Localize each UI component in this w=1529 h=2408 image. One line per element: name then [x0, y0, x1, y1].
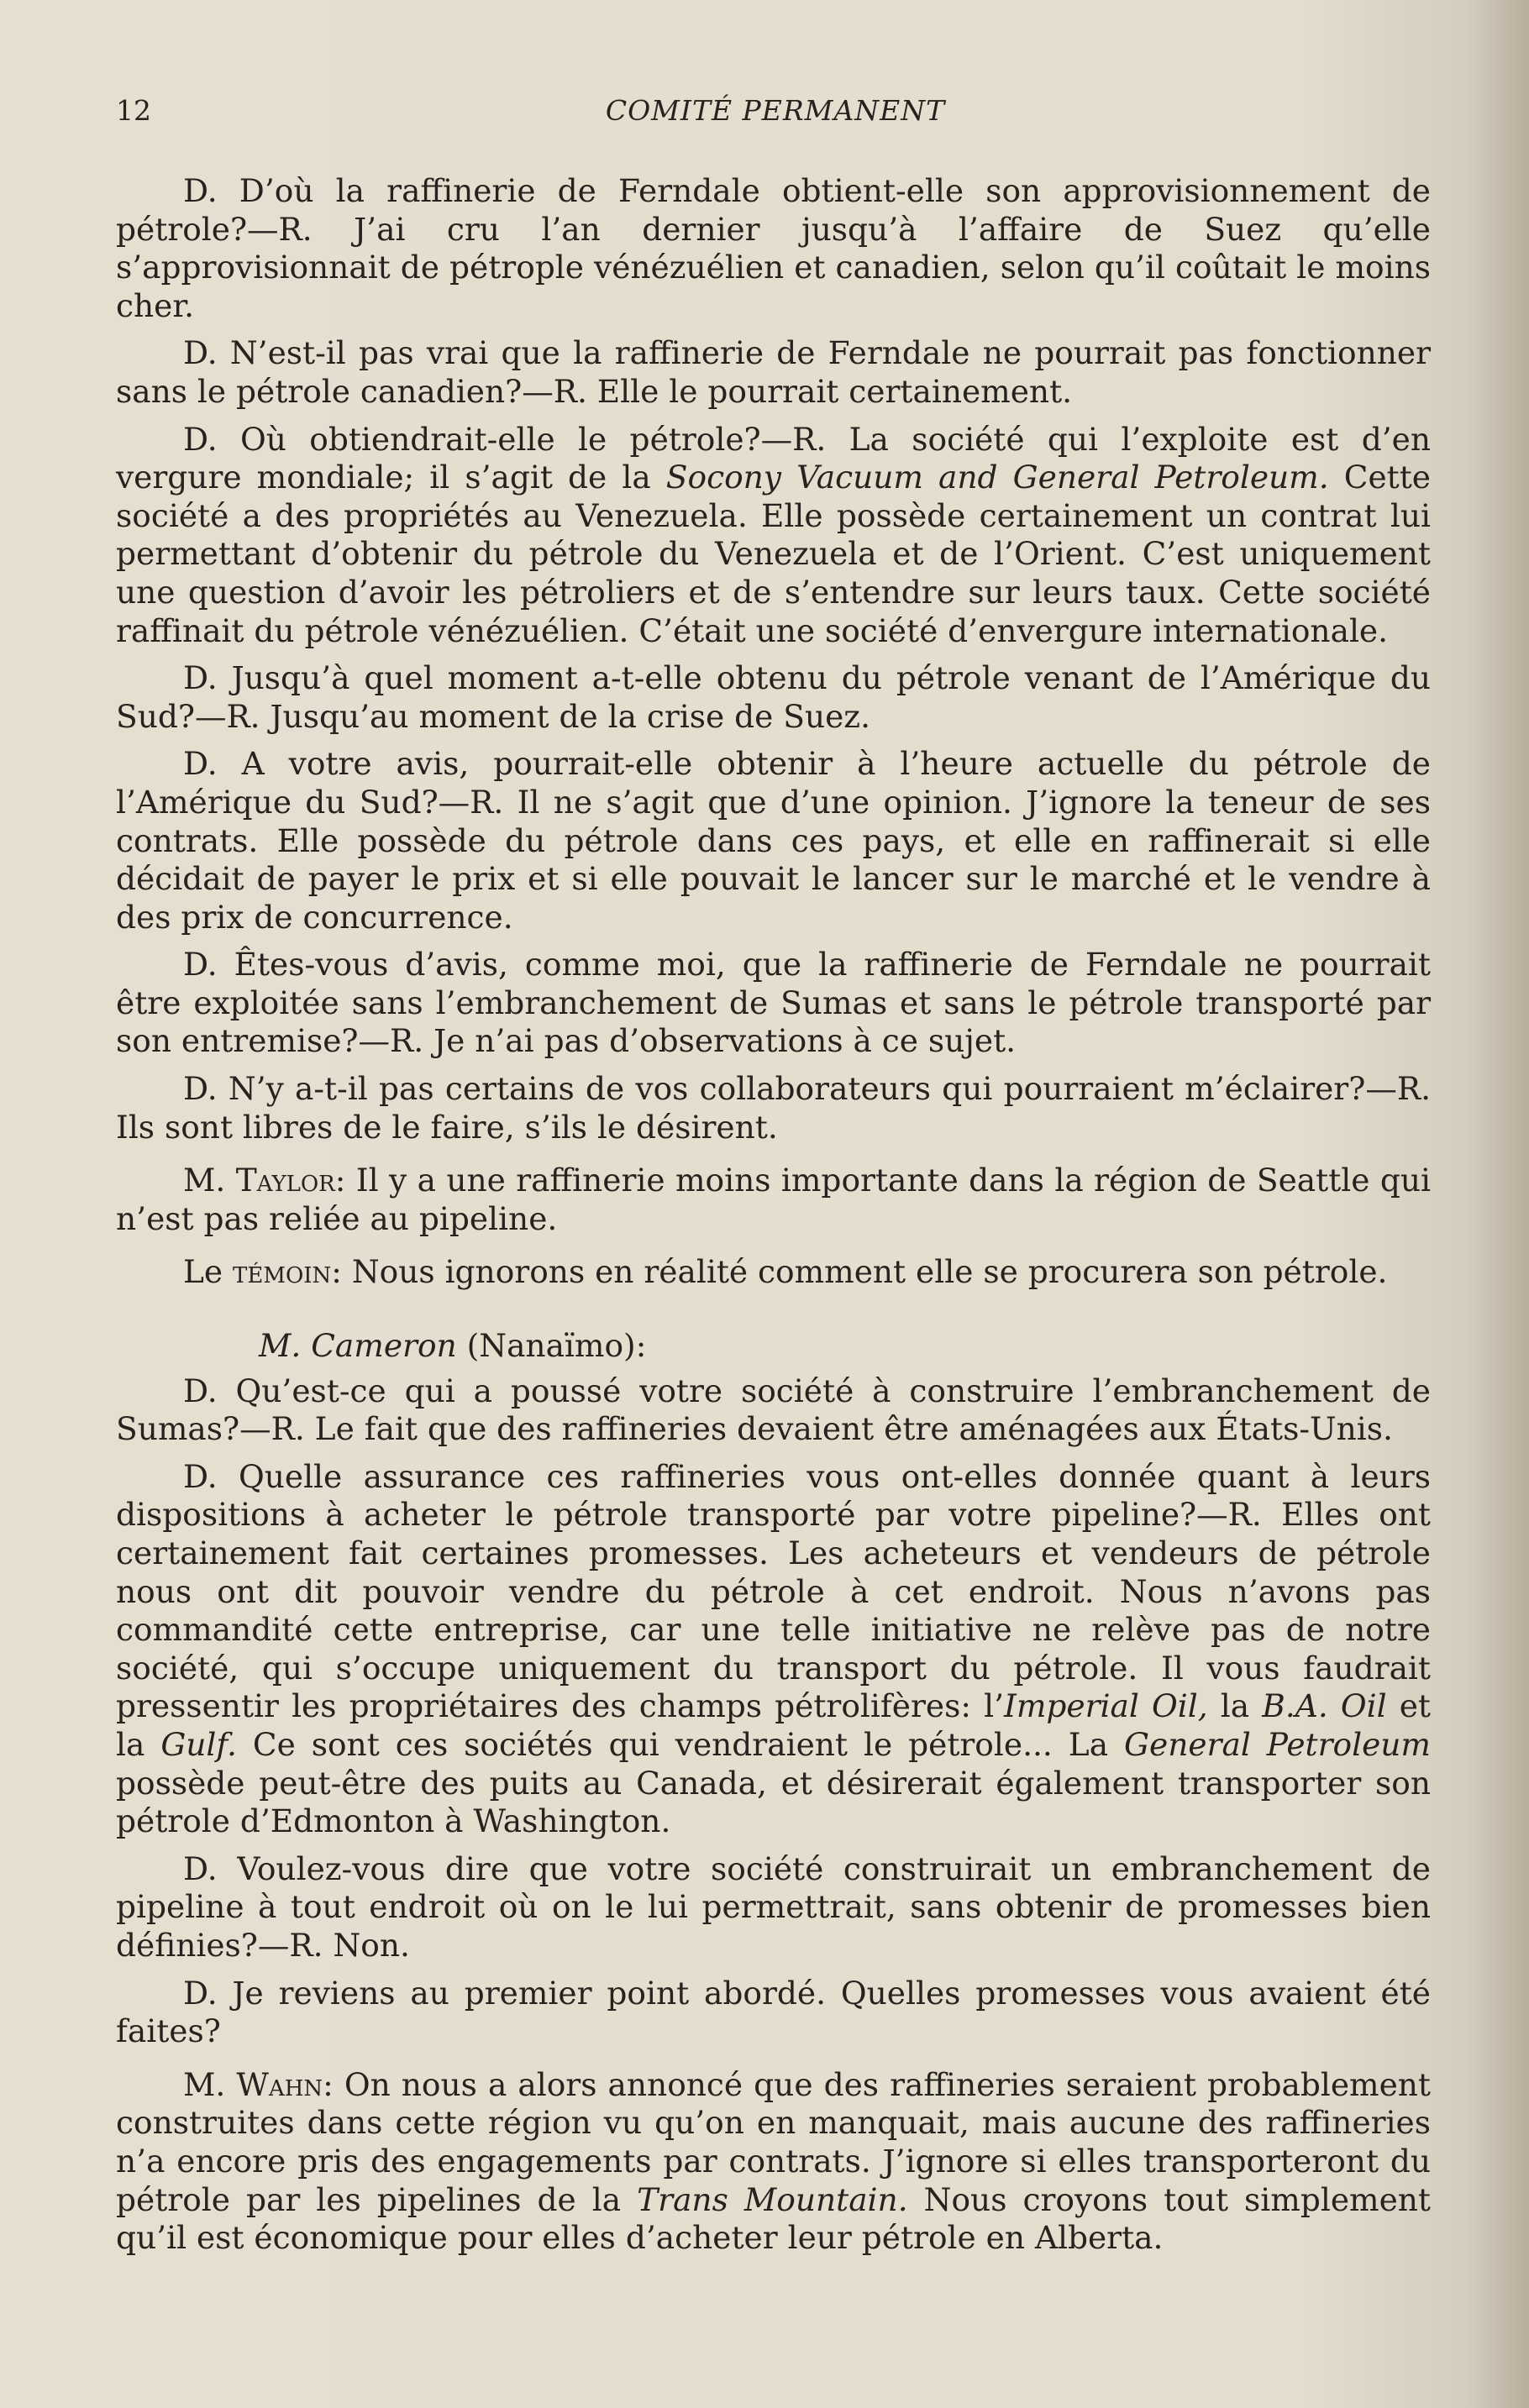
- page-number: 12: [116, 94, 151, 127]
- paragraph: D. N’est-il pas vrai que la raffinerie de Ferndale ne pourrait pas fonctionner sans le pétrole canadien?—R. Elle le pourrait certainement.: [116, 334, 1431, 410]
- questioner-heading: M. Cameron (Nanaïmo):: [259, 1327, 647, 1365]
- paragraph: D. Quelle assurance ces raffineries vous ont-elles donnée quant à leurs dispositions à acheter le pétrole transporté par votre pipeline?—R. Elles ont certainement fait certaines promesses. Les acheteurs et vendeurs de pétrole nous ont dit pouvoir vendre du pétrole à cet endroit. Nous n’avons pas commandité cette entreprise, car une telle initiative ne relève pas de notre société, qui s’occupe uniquement du transport du pétrole. Il vous faudrait pressentir les propriétaires des champs pétrolifères: l’Imperial Oil, la B.A. Oil et la Gulf. Ce sont ces sociétés qui vendraient le pétrole... La General Petroleum possède peut-être des puits au Canada, et désirerait également transporter son pétrole d’Edmonton à Washington.: [116, 1457, 1431, 1840]
- questioner-name: M. Cameron: [259, 1327, 457, 1365]
- speaker-name: M. Wahn:: [183, 2065, 334, 2103]
- paragraph: D. Je reviens au premier point abordé. Quelles promesses vous avaient été faites?: [116, 1974, 1431, 2050]
- running-title: COMITÉ PERMANENT: [605, 94, 946, 127]
- page-body: [116, 172, 1431, 2267]
- speaker-paragraph: M. Wahn: On nous a alors annoncé que des raffineries seraient probablement construites dans cette région vu qu’on en manquait, mais aucune des raffineries n’a encore pris des engagements par contrats. J’ignore si elles transporteront du pétrole par les pipelines de la Trans Mountain. Nous croyons tout simplement qu’il est économique pour elles d’acheter leur pétrole en Alberta.: [116, 2065, 1431, 2257]
- company-name: Imperial Oil,: [1004, 1687, 1208, 1725]
- speaker-paragraph: M. Taylor: Il y a une raffinerie moins importante dans la région de Seattle qui n’est pas reliée au pipeline.: [116, 1162, 1431, 1237]
- company-name: General Petroleum: [1124, 1725, 1431, 1763]
- page-header: [116, 94, 1435, 136]
- paragraph: D. Où obtiendrait-elle le pétrole?—R. La société qui l’exploite est d’en vergure mondiale; il s’agit de la Socony Vacuum and General Petroleum. Cette société a des propriétés au Venezuela. Elle possède certainement un contrat lui permettant d’obtenir du pétrole du Venezuela et de l’Orient. C’est uniquement une question d’avoir les pétroliers et de s’entendre sur leurs taux. Cette société raffinait du pétrole vénézuélien. C’était une société d’envergure internationale.: [116, 420, 1431, 649]
- paragraph: D. N’y a-t-il pas certains de vos collaborateurs qui pourraient m’éclairer?—R. Ils sont libres de le faire, s’ils le désirent.: [116, 1070, 1431, 1146]
- company-name: B.A. Oil: [1262, 1687, 1387, 1725]
- paragraph: D. Jusqu’à quel moment a-t-elle obtenu du pétrole venant de l’Amérique du Sud?—R. Jusqu’au moment de la crise de Suez.: [116, 659, 1431, 735]
- paragraph: D. Êtes-vous d’avis, comme moi, que la raffinerie de Ferndale ne pourrait être exploitée sans l’embranchement de Sumas et sans le pétrole transporté par son entremise?—R. Je n’ai pas d’observations à ce sujet.: [116, 946, 1431, 1060]
- paragraph: D. A votre avis, pourrait-elle obtenir à l’heure actuelle du pétrole de l’Amérique du Sud?—R. Il ne s’agit que d’une opinion. J’ignore la teneur de ses contrats. Elle possède du pétrole dans ces pays, et elle en raffinerait si elle décidait de payer le prix et si elle pouvait le lancer sur le marché et le vendre à des prix de concurrence.: [116, 745, 1431, 936]
- paragraph: D. D’où la raffinerie de Ferndale obtient-elle son approvisionnement de pétrole?—R. J’ai cru l’an dernier jusqu’à l’affaire de Suez qu’elle s’approvisionnait de pétrople vénézuélien et canadien, selon qu’il coûtait le moins cher.: [116, 172, 1431, 324]
- paragraph: D. Voulez-vous dire que votre société construirait un embranchement de pipeline à tout endroit où on le lui permettrait, sans obtenir de promesses bien définies?—R. Non.: [116, 1849, 1431, 1964]
- speaker-name: M. Taylor:: [183, 1162, 346, 1199]
- speaker-paragraph: Le témoin: Nous ignorons en réalité comment elle se procurera son pétrole.: [183, 1253, 1388, 1291]
- speaker-name: témoin:: [233, 1253, 342, 1291]
- paragraph: D. Qu’est-ce qui a poussé votre société à construire l’embranchement de Sumas?—R. Le fait que des raffineries devaient être aménagées aux États-Unis.: [116, 1372, 1431, 1448]
- company-name: Gulf.: [160, 1725, 237, 1763]
- company-name: Socony Vacuum and General Petroleum.: [665, 459, 1329, 496]
- company-name: Trans Mountain.: [637, 2180, 908, 2218]
